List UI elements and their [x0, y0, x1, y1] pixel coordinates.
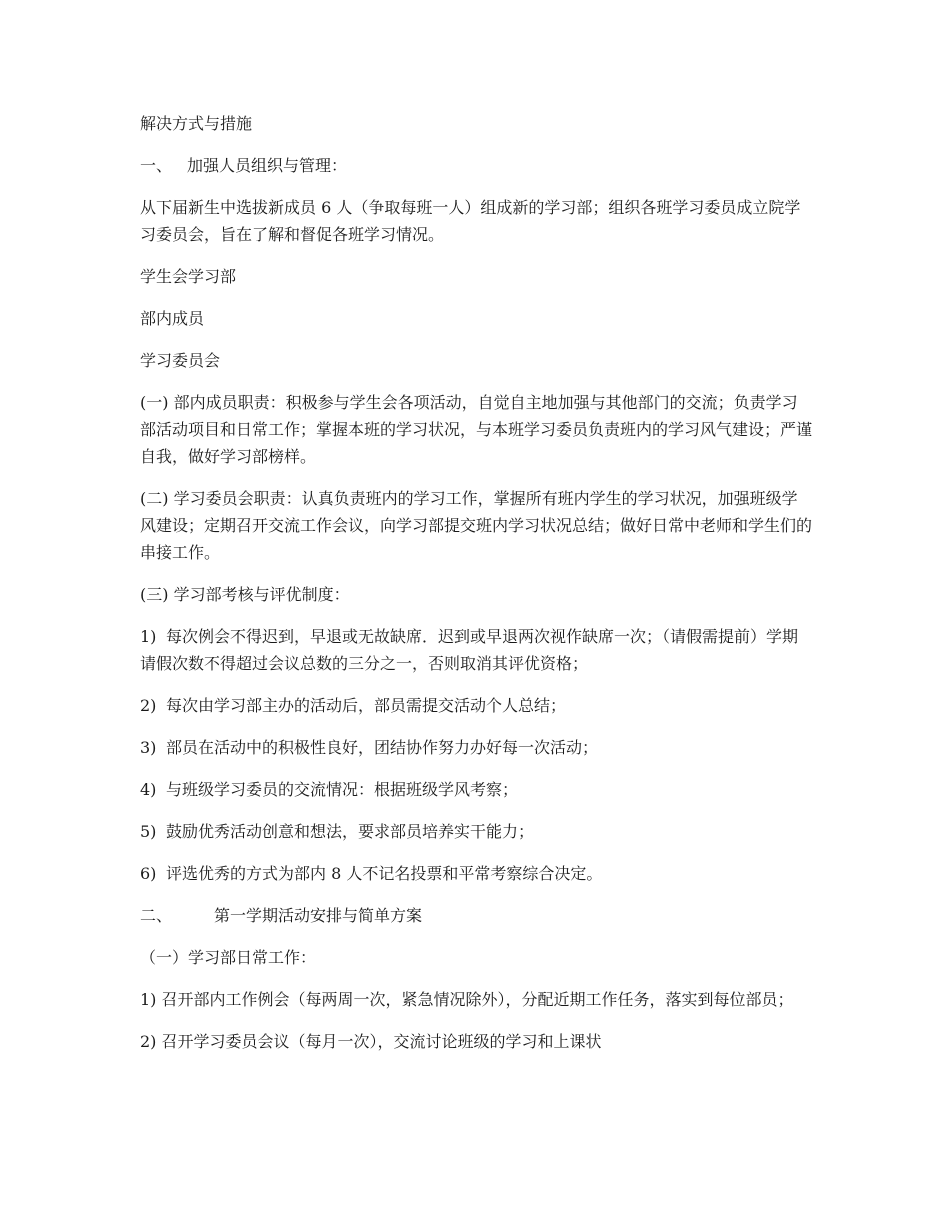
rule-text: 与班级学习委员的交流情况：根据班级学风考察； [166, 780, 519, 799]
rule-item [140, 692, 812, 719]
duty-paragraph-3: (三) 学习部考核与评优制度： [140, 585, 350, 604]
rule-number: 6) [140, 864, 157, 883]
rule-text: 每次由学习部主办的活动后，部员需提交活动个人总结； [166, 696, 567, 715]
work-item-1: 1) 召开部内工作例会（每两周一次，紧急情况除外），分配近期工作任务，落实到每位部员； [140, 990, 794, 1009]
rule-number: 4) [140, 780, 157, 799]
section-2-number: 二、 [140, 906, 173, 925]
rule-item [140, 860, 812, 887]
duty-paragraph-1: (一) 部内成员职责：积极参与学生会各项活动，自觉自主地加强与其他部门的交流；负责学习部活动项目和日常工作；掌握本班的学习状况，与本班学习委员负责班内的学习风气建设；严谨自我，做好学习部榜样。 [140, 393, 813, 466]
subsection-1-heading: （一）学习部日常工作： [140, 948, 317, 967]
section-2-heading [140, 902, 812, 929]
section-1-number: 一、 [140, 156, 173, 175]
document-title: 解决方式与措施 [140, 114, 253, 133]
section-1-heading [140, 152, 812, 179]
section-1-title: 加强人员组织与管理： [187, 156, 348, 175]
work-item-2: 2) 召开学习委员会议（每月一次），交流讨论班级的学习和上课状 [140, 1032, 602, 1051]
duty-paragraph-2: (二) 学习委员会职责：认真负责班内的学习工作，掌握所有班内学生的学习状况，加强班级学风建设；定期召开交流工作会议，向学习部提交班内学习状况总结；做好日常中老师和学生们的串接工作。 [140, 489, 813, 562]
rule-text: 部员在活动中的积极性良好，团结协作努力办好每一次活动； [166, 738, 599, 757]
rule-text: 评选优秀的方式为部内 8 人不记名投票和平常考察综合决定。 [166, 864, 603, 883]
rule-number: 3) [140, 738, 157, 757]
org-line-committee: 学习委员会 [140, 351, 221, 370]
rule-number: 5) [140, 822, 157, 841]
rule-item [140, 818, 812, 845]
rule-item [140, 734, 812, 761]
rule-item [140, 776, 812, 803]
intro-paragraph: 从下届新生中选拔新成员 6 人（争取每班一人）组成新的学习部；组织各班学习委员成立院学习委员会，旨在了解和督促各班学习情况。 [140, 198, 801, 244]
document-page [140, 110, 812, 1070]
org-line-members: 部内成员 [140, 309, 205, 328]
section-2-title: 第一学期活动安排与简单方案 [214, 906, 423, 925]
rule-number: 1) [140, 627, 157, 646]
rule-text: 每次例会不得迟到，早退或无故缺席．迟到或早退两次视作缺席一次；（请假需提前）学期请假次数不得超过会议总数的三分之一，否则取消其评优资格； [140, 627, 799, 673]
rule-item [140, 623, 812, 677]
org-line-student-union: 学生会学习部 [140, 267, 237, 286]
rule-text: 鼓励优秀活动创意和想法，要求部员培养实干能力； [166, 822, 535, 841]
rule-number: 2) [140, 696, 157, 715]
